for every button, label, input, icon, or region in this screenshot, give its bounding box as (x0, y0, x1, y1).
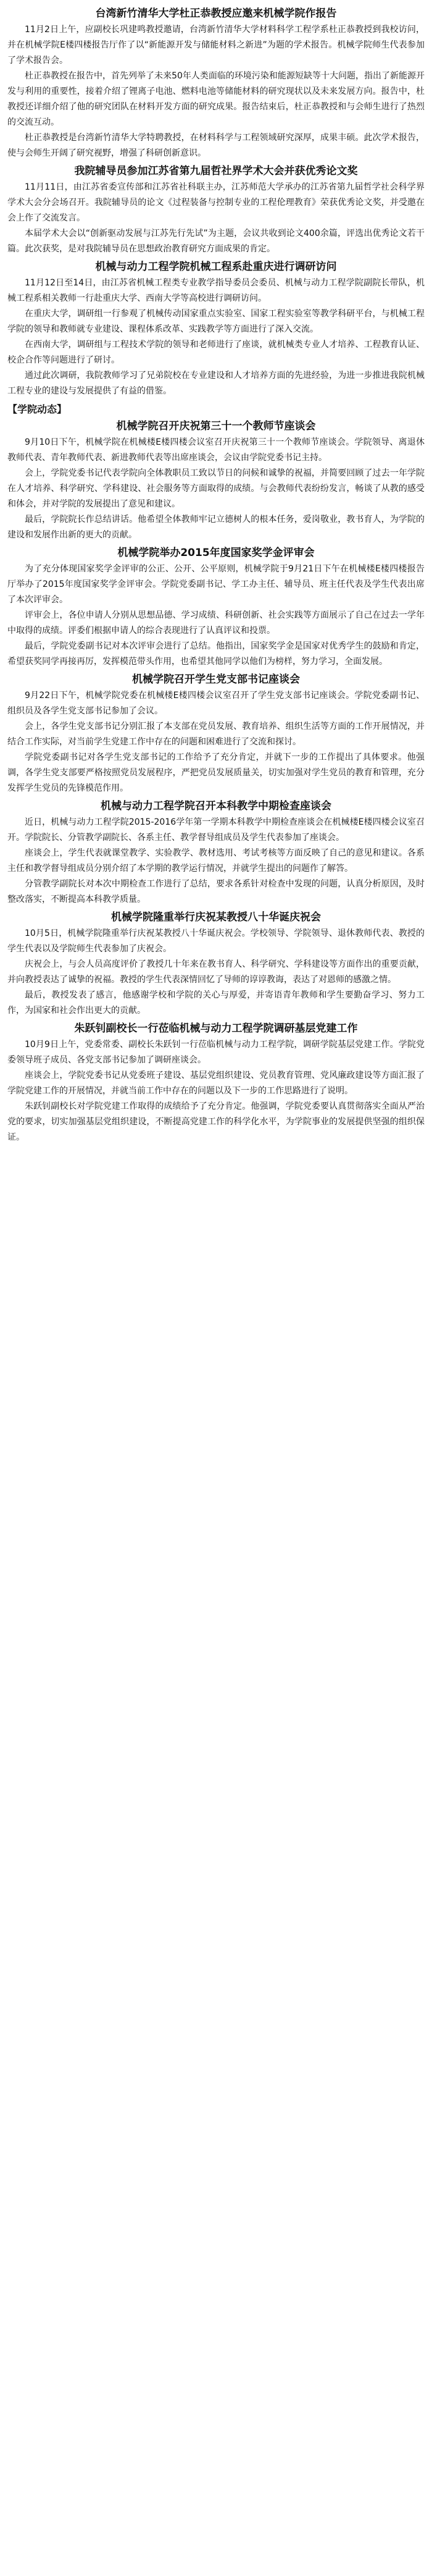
article-paragraph: 10月5日，机械学院隆重举行庆祝某教授八十华诞庆祝会。学校领导、学院领导、退休教师代表、教授的学生代表以及学院师生代表参加了庆祝会。 (7, 928, 425, 954)
article-paragraph: 评审会上，各位申请人分别从思想品德、学习成绩、科研创新、社会实践等方面展示了自己在过去一学年中取得的成绩。评委们根据申请人的综合表现进行了认真评议和投票。 (7, 610, 425, 636)
article-title: 机械与动力工程学院机械工程系赴重庆进行调研访问 (95, 261, 337, 273)
article-title: 机械学院召开庆祝第三十一个教师节座谈会 (116, 420, 316, 432)
article-title: 台湾新竹清华大学杜正恭教授应邀来机械学院作报告 (95, 7, 337, 20)
article-paragraph: 9月22日下午，机械学院党委在机械楼E楼四楼会议室召开了学生党支部书记座谈会。学院党委副书记、组织员及各学生党支部书记参加了会议。 (7, 691, 425, 716)
article-paragraph: 10月9日上午，党委常委、副校长朱跃钊一行莅临机械与动力工程学院，调研学院基层党建工作。学院党委领导班子成员、各党支部书记参加了调研座谈会。 (7, 1040, 425, 1065)
article-paragraph: 通过此次调研，我院教师学习了兄弟院校在专业建设和人才培养方面的先进经验，为进一步推进我院机械工程专业的建设与发展提供了有益的借鉴。 (7, 371, 425, 396)
article-paragraph: 朱跃钊副校长对学院党建工作取得的成绩给予了充分肯定。他强调，学院党委要认真贯彻落实全面从严治党的要求，切实加强基层党组织建设，不断提高党建工作的科学化水平，为学院事业的发展提供坚强的组织保证。 (7, 1101, 425, 1142)
article-paragraph: 本届学术大会以“创新驱动发展与江苏先行先试”为主题，会议共收到论文400余篇，评选出优秀论文若干篇。此次获奖，是对我院辅导员在思想政治教育研究方面成果的肯定。 (7, 229, 425, 254)
newsletter-document (7, 0, 425, 1145)
article-title: 我院辅导员参加江苏省第九届哲社界学术大会并获优秀论文奖 (74, 165, 358, 177)
article-paragraph: 11月11日，由江苏省委宣传部和江苏省社科联主办，江苏师范大学承办的江苏省第九届哲学社会科学界学术大会分会场召开。我院辅导员的论文《过程装备与控制专业的工程伦理教育》荣获优秀论文奖，并受邀在会上作了交流发言。 (7, 182, 425, 223)
article-paragraph: 在西南大学，调研组与工程技术学院的领导和老师进行了座谈，就机械类专业人才培养、工程教育认证、校企合作等问题进行了研讨。 (7, 340, 425, 365)
article-title: 机械学院召开学生党支部书记座谈会 (132, 673, 300, 686)
article-paragraph: 会上，学院党委书记代表学院向全体教职员工致以节日的问候和诚挚的祝福，并简要回顾了过去一年学院在人才培养、科学研究、学科建设、社会服务等方面取得的成绩。与会教师代表纷纷发言，畅谈了从教的感受和体会，并对学院的发展提出了意见和建议。 (7, 468, 425, 509)
article-paragraph: 近日，机械与动力工程学院2015-2016学年第一学期本科教学中期检查座谈会在机械楼E楼四楼会议室召开。学院院长、分管教学副院长、各系主任、教学督导组成员及学生代表参加了座谈会。 (7, 817, 425, 843)
article-paragraph: 庆祝会上，与会人员高度评价了教授几十年来在教书育人、科学研究、学科建设等方面作出的重要贡献，并向教授表达了诚挚的祝福。教授的学生代表深情回忆了导师的谆谆教诲，表达了对恩师的感激之情。 (7, 959, 425, 985)
article-paragraph: 最后，学院党委副书记对本次评审会进行了总结。他指出，国家奖学金是国家对优秀学生的鼓励和肯定，希望获奖同学再接再厉，发挥模范带头作用，也希望其他同学以他们为榜样，努力学习，全面发展。 (7, 641, 425, 667)
article-paragraph: 为了充分体现国家奖学金评审的公正、公开、公平原则，机械学院于9月21日下午在机械楼E楼四楼报告厅举办了2015年度国家奖学金评审会。学院党委副书记、学工办主任、辅导员、班主任代表及学生代表出席了本次评审会。 (7, 564, 425, 605)
article-paragraph: 学院党委副书记对各学生党支部书记的工作给予了充分肯定，并就下一步的工作提出了具体要求。他强调，各学生党支部要严格按照党员发展程序，严把党员发展质量关，切实加强对学生党员的教育和管理，充分发挥学生党员的先锋模范作用。 (7, 752, 425, 793)
article-paragraph: 11月2日上午，应副校长巩建鸣教授邀请，台湾新竹清华大学材料科学工程学系杜正恭教授到我校访问，并在机械学院E楼四楼报告厅作了以“新能源开发与储能材料之新进”为题的学术报告。机械学院师生代表参加了学术报告会。 (7, 25, 425, 65)
article-paragraph: 11月12日至14日，由江苏省机械工程类专业教学指导委员会委员、机械与动力工程学院副院长带队，机械工程系相关教师一行赴重庆大学、西南大学等高校进行调研访问。 (7, 278, 425, 303)
article-paragraph: 在重庆大学，调研组一行参观了机械传动国家重点实验室、国家工程实验室等教学科研平台，与机械工程学院的领导和教师就专业建设、课程体系改革、实践教学等方面进行了深入交流。 (7, 309, 425, 334)
article-paragraph: 分管教学副院长对本次中期检查工作进行了总结，要求各系针对检查中发现的问题，认真分析原因，及时整改落实，不断提高本科教学质量。 (7, 879, 425, 904)
article-title: 机械与动力工程学院召开本科教学中期检查座谈会 (101, 800, 331, 812)
article-paragraph: 最后，学院院长作总结讲话。他希望全体教师牢记立德树人的根本任务，爱岗敬业，教书育人，为学院的建设和发展作出新的更大的贡献。 (7, 515, 425, 540)
article-title: 朱跃钊副校长一行莅临机械与动力工程学院调研基层党建工作 (74, 1022, 358, 1035)
article-paragraph: 杜正恭教授是台湾新竹清华大学特聘教授，在材料科学与工程领域研究深厚，成果丰硕。此次学术报告，使与会师生开阔了研究视野，增强了科研创新意识。 (7, 133, 425, 158)
article-title: 机械学院隆重举行庆祝某教授八十华诞庆祝会 (111, 911, 321, 924)
section-heading: 【学院动态】 (7, 403, 67, 415)
article-title: 机械学院举办2015年度国家奖学金评审会 (117, 547, 315, 559)
article-paragraph: 9月10日下午，机械学院在机械楼E楼四楼会议室召开庆祝第三十一个教师节座谈会。学院领导、离退休教师代表、青年教师代表、新进教师代表等出席座谈会，会议由学院党委书记主持。 (7, 437, 425, 463)
article-paragraph: 杜正恭教授在报告中，首先列举了未来50年人类面临的环境污染和能源短缺等十大问题，指出了新能源开发与利用的重要性，接着介绍了锂离子电池、燃料电池等储能材料的研究现状以及未来发展方向。报告中，杜教授还详细介绍了他的研究团队在材料开发方面的研究成果。报告结束后，杜正恭教授和与会师生进行了热烈的交流互动。 (7, 71, 425, 127)
article-paragraph: 最后，教授发表了感言，他感谢学校和学院的关心与厚爱，并寄语青年教师和学生要勤奋学习、努力工作，为国家和社会作出更大的贡献。 (7, 990, 425, 1016)
article-paragraph: 座谈会上，学生代表就课堂教学、实验教学、教材选用、考试考核等方面反映了自己的意见和建议。各系主任和教学督导组成员分别介绍了本学期的教学运行情况，并就学生提出的问题作了解答。 (7, 848, 425, 873)
article-paragraph: 会上，各学生党支部书记分别汇报了本支部在党员发展、教育培养、组织生活等方面的工作开展情况，并结合工作实际，对当前学生党建工作中存在的问题和困难进行了交流和探讨。 (7, 722, 425, 747)
article-paragraph: 座谈会上，学院党委书记从党委班子建设、基层党组织建设、党员教育管理、党风廉政建设等方面汇报了学院党建工作的开展情况，并就当前工作中存在的问题以及下一步的工作思路进行了说明。 (7, 1071, 425, 1096)
